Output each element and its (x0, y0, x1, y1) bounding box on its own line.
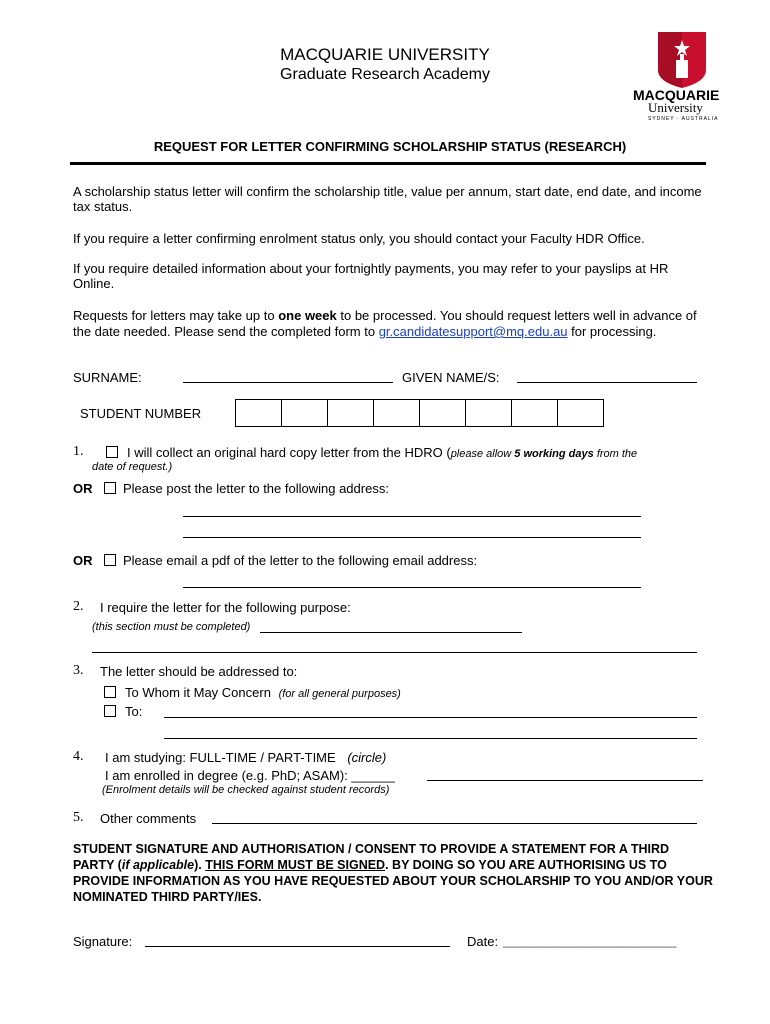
student-number-digit[interactable] (558, 400, 603, 426)
item-4-number: 4. (73, 749, 84, 764)
university-name: MACQUARIE UNIVERSITY (280, 45, 490, 64)
postal-address-line-1[interactable] (183, 516, 641, 517)
date-field[interactable]: ________________________ (503, 933, 677, 948)
intro-paragraph-4 (73, 308, 708, 340)
logo-subtitle: University (648, 100, 703, 115)
email-letter-checkbox[interactable] (104, 554, 116, 566)
student-number-digit[interactable] (466, 400, 512, 426)
given-names-field[interactable] (517, 382, 697, 383)
given-names-label: GIVEN NAME/S: (402, 370, 500, 385)
email-address-field[interactable] (183, 587, 641, 588)
item-2-number: 2. (73, 599, 84, 614)
degree-field[interactable] (427, 780, 703, 781)
collect-note-b: from the (593, 448, 638, 460)
to-recipient-checkbox[interactable] (104, 705, 116, 717)
post-letter-checkbox[interactable] (104, 482, 116, 494)
student-number-digit[interactable] (512, 400, 558, 426)
form-title: REQUEST FOR LETTER CONFIRMING SCHOLARSHIP STATUS (RESEARCH) (153, 139, 627, 154)
signature-field[interactable] (145, 946, 450, 947)
date-label: Date: (467, 934, 499, 949)
item-3-number: 3. (73, 663, 84, 678)
circle-instruction: (circle) (347, 750, 387, 765)
recipient-field[interactable] (164, 717, 697, 718)
other-comments-field[interactable] (212, 823, 697, 824)
other-comments-label: Other comments (100, 811, 197, 826)
surname-label: SURNAME: (73, 370, 142, 385)
student-number-label: STUDENT NUMBER (80, 406, 202, 421)
shield-icon (630, 30, 740, 90)
collect-hardcopy-label: I will collect an original hard copy letter from the HDRO ( (127, 445, 451, 460)
study-mode-label[interactable]: I am studying: FULL-TIME / PART-TIME (105, 750, 336, 765)
email-letter-text: Please email a pdf of the letter to the following email address: (123, 553, 478, 568)
addressed-to-label: The letter should be addressed to: (100, 664, 298, 679)
purpose-field-line-2[interactable] (92, 652, 697, 653)
student-number-boxes[interactable] (235, 399, 604, 427)
to-recipient-label: To: (125, 704, 143, 719)
study-mode-text[interactable] (105, 750, 386, 765)
logo-wordmark: MACQUARIE (633, 87, 720, 103)
to-whom-text (125, 685, 401, 700)
degree-label: I am enrolled in degree (e.g. PhD; ASAM): ______ (105, 768, 395, 783)
consent-text-b: ). (194, 858, 206, 872)
to-whom-checkbox[interactable] (104, 686, 116, 698)
consent-statement (73, 841, 713, 905)
enrolment-note: (Enrolment details will be checked against student records) (102, 784, 390, 796)
item-5-number: 5. (73, 810, 84, 825)
logo-tagline: SYDNEY · AUSTRALIA (648, 116, 719, 122)
student-number-digit[interactable] (420, 400, 466, 426)
intro-p4-text-b: to be processed. You should request letters well in advance of the date needed. Please send the completed form to (73, 308, 697, 339)
must-be-signed-text: THIS FORM MUST BE SIGNED (205, 858, 386, 872)
collect-hardcopy-text (127, 445, 637, 460)
student-number-digit[interactable] (282, 400, 328, 426)
purpose-label: I require the letter for the following purpose: (100, 600, 351, 615)
intro-p4-text-a: Requests for letters may take up to (73, 308, 279, 323)
collect-note-bold: 5 working days (514, 448, 594, 460)
collect-note-line2: date of request.) (92, 461, 173, 473)
to-whom-note: (for all general purposes) (278, 688, 401, 700)
intro-paragraph-3: If you require detailed information about your fortnightly payments, you may refer to your payslips at HR Online. (73, 261, 669, 291)
surname-field[interactable] (183, 382, 393, 383)
item-1-number: 1. (73, 444, 84, 459)
student-number-digit[interactable] (328, 400, 374, 426)
consent-text-c: . BY DOING SO YOU ARE AUTHORISING US TO PROVIDE INFORMATION AS YOU HAVE REQUESTED ABOUT YOUR SCHOLARSHIP TO YOU AND/OR YOUR NOMINATED THIRD PARTY/IES. (73, 858, 713, 904)
consent-text-a: STUDENT SIGNATURE AND AUTHORISATION / CONSENT TO PROVIDE A STATEMENT FOR A THIRD PARTY ( (73, 842, 670, 872)
recipient-field-line-2[interactable] (164, 738, 697, 739)
intro-p4-bold: one week (278, 308, 337, 323)
university-logo (630, 30, 740, 125)
to-whom-label: To Whom it May Concern (125, 685, 271, 700)
student-number-digit[interactable] (236, 400, 282, 426)
postal-address-line-2[interactable] (183, 537, 641, 538)
consent-italic: if applicable (121, 858, 195, 872)
contact-email-link[interactable]: gr.candidatesupport@mq.edu.au (378, 324, 568, 339)
collect-note-a: please allow (450, 448, 515, 460)
or-post-label: OR (73, 481, 93, 496)
purpose-field[interactable] (260, 632, 522, 633)
academy-name: Graduate Research Academy (280, 66, 490, 83)
collect-hardcopy-checkbox[interactable] (106, 446, 118, 458)
purpose-required-note: (this section must be completed) (92, 621, 251, 633)
or-email-label: OR (73, 553, 93, 568)
intro-paragraph-1: A scholarship status letter will confirm the scholarship title, value per annum, start date, end date, and income tax status. (73, 184, 702, 214)
intro-paragraph-2: If you require a letter confirming enrolment status only, you should contact your Faculty HDR Office. (73, 231, 645, 246)
post-letter-text: Please post the letter to the following address: (123, 481, 389, 496)
student-number-digit[interactable] (374, 400, 420, 426)
title-divider (70, 162, 706, 165)
signature-label: Signature: (73, 934, 133, 949)
intro-p4-text-c: for processing. (567, 324, 657, 339)
